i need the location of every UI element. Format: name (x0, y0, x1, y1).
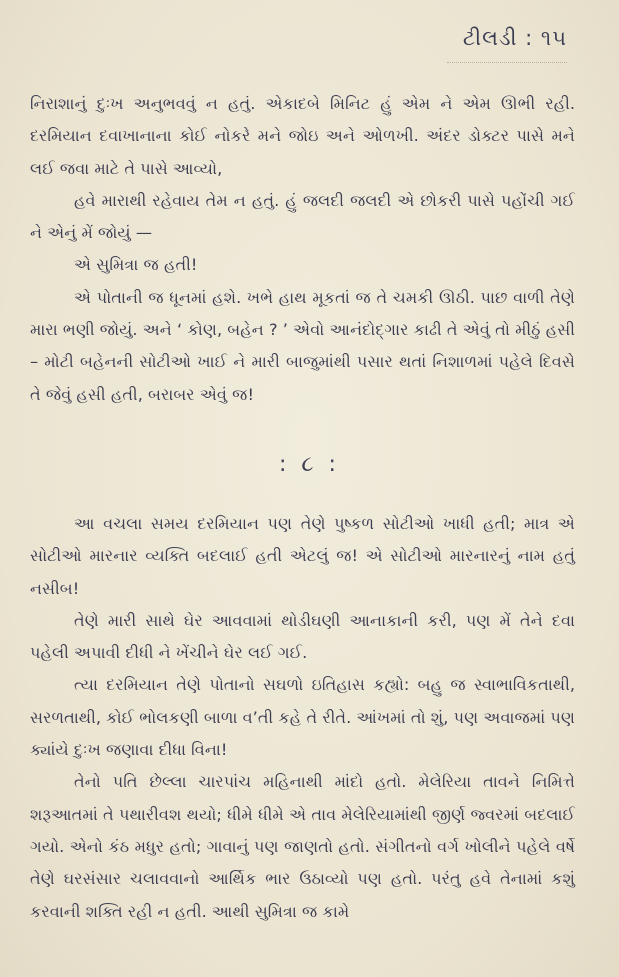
paragraph: ત્યા દરમિયાન તેણે પોતાનો સઘળો ઇતિહાસ કહ્યો: બહુ જ સ્વાભાવિકતાથી, સરળતાથી, કોઈ ભોલકણી બાળા વ’તી કહે તે રીતે. આંખમાં તો શું, પણ અવાજમાં પણ ક્યાંયે દુઃખ જણાવા દીધા વિના! (30, 675, 575, 760)
paragraph: તેનો પતિ છેલ્લા ચારપાંચ મહિનાથી માંદો હતો. મેલેરિયા તાવને નિમિત્તે શરૂઆતમાં તે પથારીવશ થયો; ધીમે ધીમે એ તાવ મેલેરિયામાંથી જીર્ણ જ્વરમાં બદલાઈ ગયો. એનો કંઠ મધુર હતો; ગાવાનું પણ જાણતો હતો. સંગીતનો વર્ગ ખોલીને પહેલે વર્ષે તેણે ઘરસંસાર ચલાવવાનો આર્થિક ભાર ઉઠાવ્યો પણ હતો. પરંતુ હવે તેનામાં કશું કરવાની શક્તિ રહી ન હતી. આથી સુમિત્રા જ કામે (30, 772, 575, 921)
paragraph: નિરાશાનું દુઃખ અનુભવવું ન હતું. એકાદબે મિનિટ હું એમ ને એમ ઊભી રહી. દરમિયાન દવાખાનાના કોઈ નોકરે મને જોઇ અને ઓળખી. અંદર ડોક્ટર પાસે મને લઈ જવા માટે તે પાસે આવ્યો, (30, 94, 575, 178)
section-number: : ૮ : (279, 452, 340, 477)
paragraph: તેણે મારી સાથે ઘેર આવવામાં થોડીઘણી આનાકાની કરી, પણ મેં તેને દવા પહેલી અપાવી દીધી ને ખેંચીને ઘેર લઈ ગઈ. (30, 610, 575, 663)
header-divider (447, 62, 567, 63)
paragraph: એ પોતાની જ ધૂનમાં હશે. ખભે હાથ મૂકતાં જ તે ચમકી ઊઠી. પાછ વાળી તેણે મારા ભણી જોયું. અને ‘ કોણ, બહેન ? ’ એવો આનંદોદ્ગાર કાઢી તે એવું તો મીઠું હસી – મોટી બહેનની સોટીઓ ખાઈ ને મારી બાજુમાંથી પસાર થતાં નિશાળમાં પહેલે દિવસે તે જેવું હસી હતી, બરાબર એવું જ! (30, 287, 575, 404)
text-block-1 (30, 88, 575, 411)
text-block-2 (30, 508, 575, 928)
paragraph: એ સુમિત્રા જ હતી! (74, 255, 198, 275)
page-header: ટીલડી : ૧૫ (462, 26, 567, 50)
paragraph: હવે મારાથી રહેવાય તેમ ન હતું. હું જલદી જલદી એ છોકરી પાસે પહોંચી ગઈ ને એનું મેં જોયું — (30, 190, 575, 243)
paragraph: આ વચલા સમય દરમિયાન પણ તેણે પુષ્કળ સોટીઓ ખાધી હતી; માત્ર એ સોટીઓ મારનાર વ્યક્તિ બદલાઈ હતી એટલું જ! એ સોટીઓ મારનારનું નામ હતું નસીબ! (30, 514, 575, 598)
